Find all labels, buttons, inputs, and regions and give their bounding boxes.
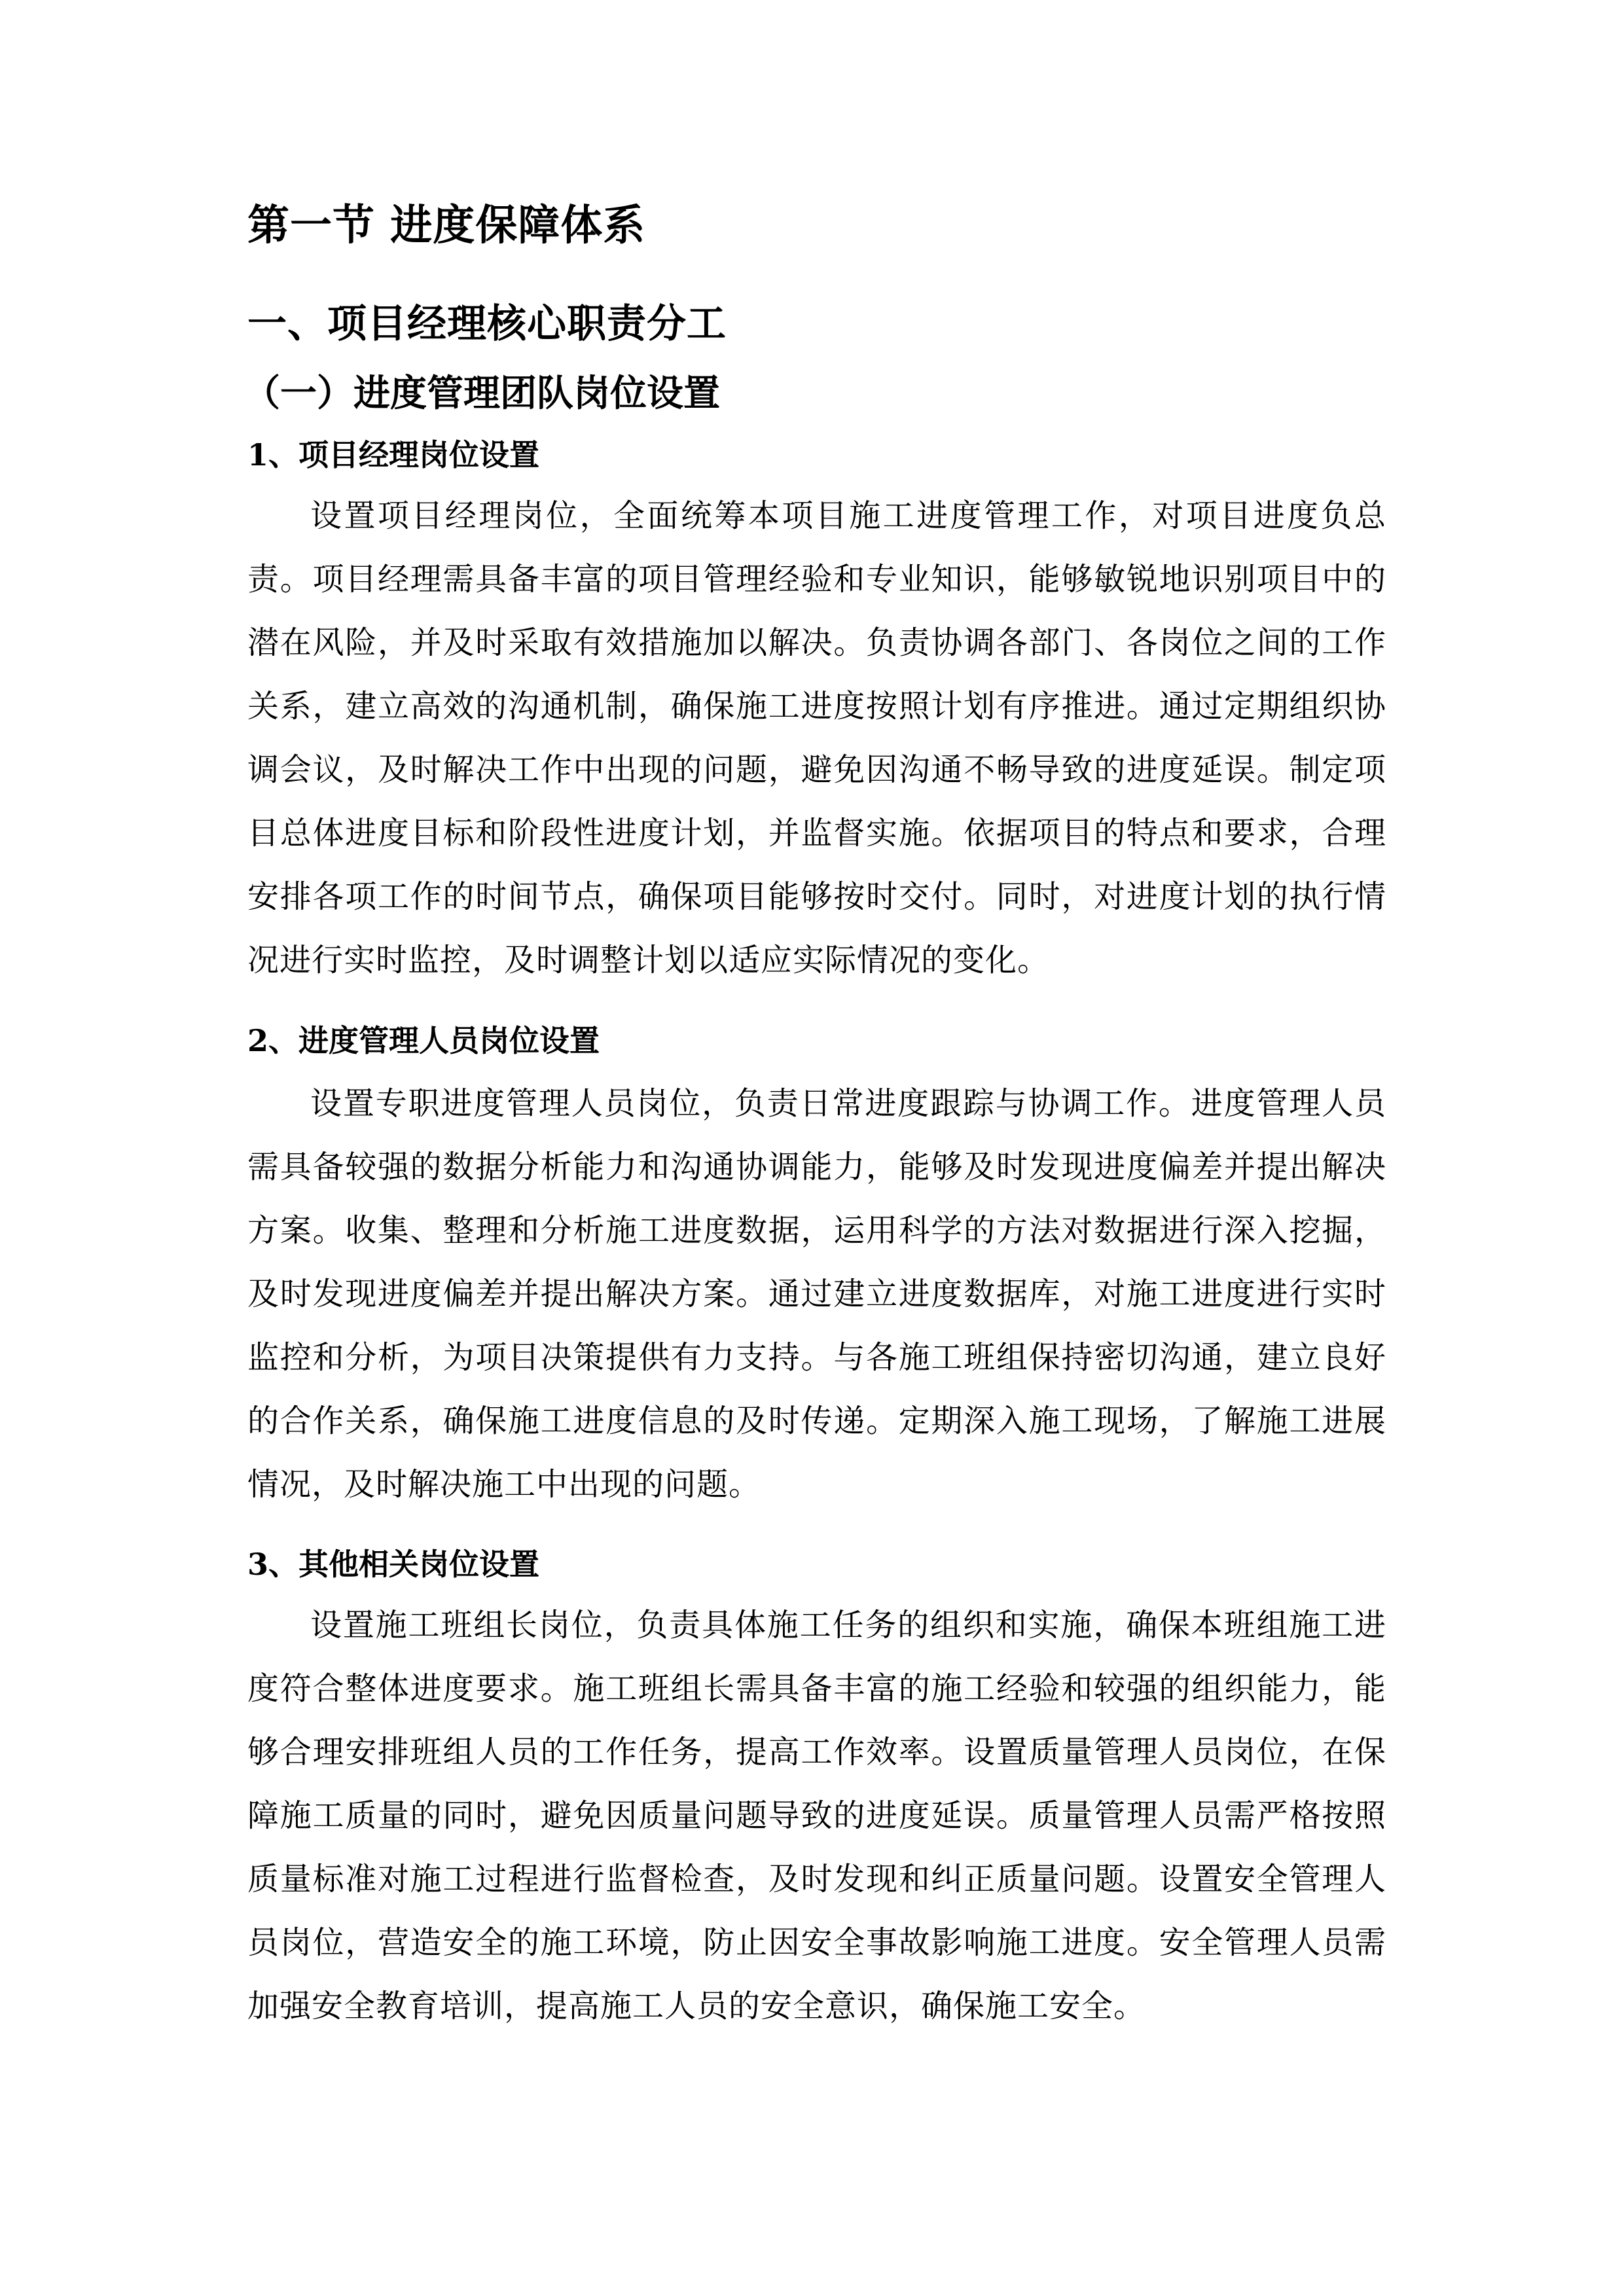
item-heading-1: 1、项目经理岗位设置 (247, 437, 540, 473)
item-body-2: 设置专职进度管理人员岗位，负责日常进度跟踪与协调工作。进度管理人员需具备较强的数据分析能力和沟通协调能力，能够及时发现进度偏差并提出解决方案。收集、整理和分析施工进度数据，运用科学的方法对数据进行深入挖掘，及时发现进度偏差并提出解决方案。通过建立进度数据库，对施工进度进行实时监控和分析，为项目决策提供有力支持。与各施工班组保持密切沟通，建立良好的合作关系，确保施工进度信息的及时传递。定期深入施工现场，了解施工进展情况，及时解决施工中出现的问题。 (247, 1085, 1386, 1503)
item-heading-3: 3、其他相关岗位设置 (247, 1547, 540, 1582)
item-body-1: 设置项目经理岗位，全面统筹本项目施工进度管理工作，对项目进度负总责。项目经理需具备丰富的项目管理经验和专业知识，能够敏锐地识别项目中的潜在风险，并及时采取有效措施加以解决。负责协调各部门、各岗位之间的工作关系，建立高效的沟通机制，确保施工进度按照计划有序推进。通过定期组织协调会议，及时解决工作中出现的问题，避免因沟通不畅导致的进度延误。制定项目总体进度目标和阶段性进度计划，并监督实施。依据项目的特点和要求，合理安排各项工作的时间节点，确保项目能够按时交付。同时，对进度计划的执行情况进行实时监控，及时调整计划以适应实际情况的变化。 (247, 497, 1386, 978)
group-title: （一）进度管理团队岗位设置 (244, 372, 720, 415)
section-title: 第一节 进度保障体系 (247, 202, 646, 250)
item-body-3: 设置施工班组长岗位，负责具体施工任务的组织和实施，确保本班组施工进度符合整体进度要求。施工班组长需具备丰富的施工经验和较强的组织能力，能够合理安排班组人员的工作任务，提高工作效率。设置质量管理人员岗位，在保障施工质量的同时，避免因质量问题导致的进度延误。质量管理人员需严格按照质量标准对施工过程进行监督检查，及时发现和纠正质量问题。设置安全管理人员岗位，营造安全的施工环境，防止因安全事故影响施工进度。安全管理人员需加强安全教育培训，提高施工人员的安全意识，确保施工安全。 (247, 1607, 1386, 2024)
item-heading-2: 2、进度管理人员岗位设置 (247, 1023, 600, 1058)
subsection-title: 一、项目经理核心职责分工 (247, 301, 727, 347)
